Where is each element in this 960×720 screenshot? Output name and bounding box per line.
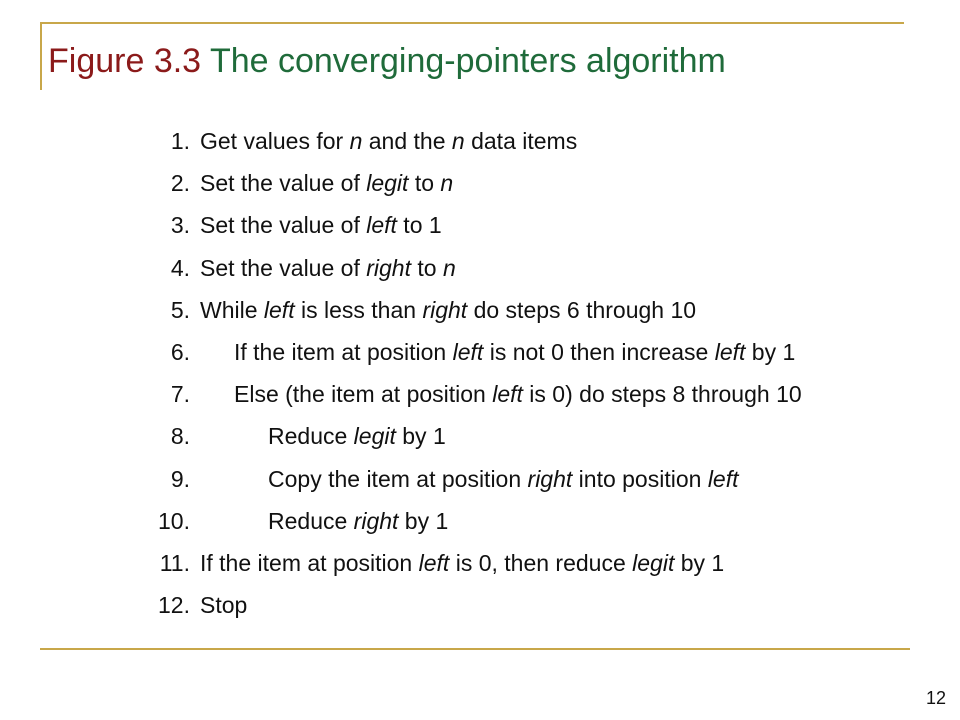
figure-label: Figure 3.3 xyxy=(48,42,202,80)
title-text: The converging-pointers algorithm xyxy=(209,42,726,80)
algorithm-step xyxy=(150,255,870,297)
step-number: 1. xyxy=(170,128,190,154)
step-number: 12. xyxy=(158,592,190,619)
step-number: 8. xyxy=(170,423,190,450)
algorithm-step xyxy=(150,508,870,550)
algorithm-step xyxy=(150,550,870,592)
page-number: 12 xyxy=(925,688,946,708)
step-number: 10. xyxy=(158,507,190,534)
step-number: 3. xyxy=(170,212,190,239)
step-number: 4. xyxy=(170,254,190,281)
step-number: 7. xyxy=(170,381,190,408)
step-text: Get values for n and the n data items xyxy=(200,128,578,154)
step-text: Set the value of legit to n xyxy=(200,170,454,197)
step-text: While left is less than right do steps 6 through 10 xyxy=(200,296,697,323)
step-number: 11. xyxy=(159,549,190,576)
algorithm-step xyxy=(150,128,870,170)
step-text: Set the value of left to 1 xyxy=(200,212,442,239)
algorithm-listing xyxy=(150,128,870,634)
bottom-accent-rule xyxy=(40,648,910,650)
algorithm-step xyxy=(150,339,870,381)
top-accent-rule xyxy=(40,22,904,24)
algorithm-step xyxy=(150,466,870,508)
algorithm-step xyxy=(150,297,870,339)
algorithm-step xyxy=(150,592,870,634)
step-number: 9. xyxy=(170,465,190,492)
algorithm-step xyxy=(150,170,870,212)
step-text: If the item at position left is 0, then reduce legit by 1 xyxy=(200,549,725,576)
step-text: Reduce right by 1 xyxy=(268,507,449,534)
step-text: Reduce legit by 1 xyxy=(268,423,446,450)
algorithm-step xyxy=(150,381,870,423)
left-accent-rule xyxy=(40,22,42,90)
algorithm-step xyxy=(150,212,870,254)
step-number: 6. xyxy=(170,338,190,365)
step-number: 5. xyxy=(170,296,190,323)
step-text: Stop xyxy=(200,592,248,619)
step-text: Copy the item at position right into position left xyxy=(268,465,739,492)
step-text: Set the value of right to n xyxy=(200,254,456,281)
step-text: If the item at position left is not 0 then increase left by 1 xyxy=(234,338,796,365)
slide-title xyxy=(48,42,726,81)
algorithm-step xyxy=(150,423,870,465)
step-text: Else (the item at position left is 0) do steps 8 through 10 xyxy=(234,381,802,408)
step-number: 2. xyxy=(170,170,190,197)
